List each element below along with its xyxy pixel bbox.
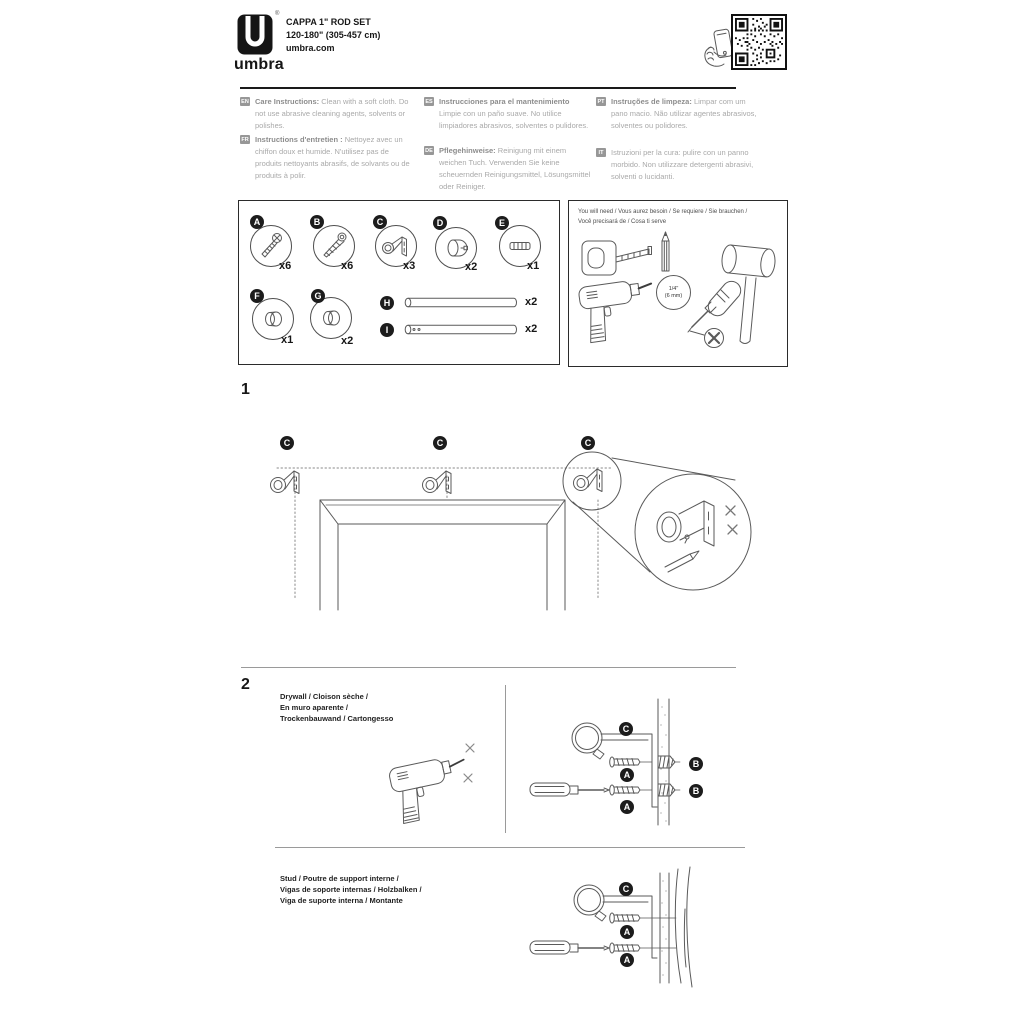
qr-code-icon (731, 14, 787, 70)
tools-box (568, 200, 788, 367)
drywall-anchor-badge-1: B (689, 757, 703, 771)
part-e-connector-icon (502, 228, 538, 264)
stud-bracket-badge: C (619, 882, 633, 896)
pencil-icon (662, 232, 669, 271)
drywall-drill-illustration (380, 720, 505, 830)
part-a-badge: A (250, 215, 264, 229)
part-b-qty: x6 (341, 260, 354, 272)
part-a-screw-icon (253, 228, 289, 264)
care-entry-es (424, 96, 596, 132)
care-label-es: Instrucciones para el mantenimiento (439, 97, 570, 106)
part-h-badge: H (380, 296, 394, 310)
drywall-stud-divider (275, 847, 745, 848)
drill-bit-size-label: 1/4" (6 mm) (656, 275, 691, 310)
lang-badge-pt: PT (597, 98, 605, 105)
product-size: 120-180" (305-457 cm) (286, 30, 381, 40)
part-g-badge: G (311, 289, 325, 303)
part-g-finial-icon (313, 300, 349, 336)
part-d-badge: D (433, 216, 447, 230)
drywall-screw-badge-2: A (620, 800, 634, 814)
part-c-badge: C (373, 215, 387, 229)
part-g-qty: x2 (341, 335, 354, 347)
care-text-it: pulire con un panno morbido. Non utilizzare detergenti abrasivi, solventi o lucidanti. (611, 148, 754, 181)
step-divider (241, 667, 736, 668)
tape-measure-icon (582, 241, 652, 275)
drywall-anchor-badge-2: B (689, 784, 703, 798)
part-c-bracket-icon (378, 228, 414, 264)
drywall-heading-line3: Trockenbauwand / Cartongesso (280, 714, 394, 723)
part-h-qty: x2 (525, 296, 538, 308)
care-label-it: Istruzioni per la cura: (611, 148, 681, 157)
part-f-qty: x1 (281, 334, 294, 346)
step1-bracket-badge-1: C (280, 436, 294, 450)
part-h-rod-icon (404, 297, 519, 308)
care-label-pt: Instruções de limpeza: (611, 97, 692, 106)
step-2-number: 2 (241, 676, 250, 693)
step1-bracket-badge-3: C (581, 436, 595, 450)
care-text-fr: Nettoyez avec un chiffon doux et humide. N'utilisez pas de produits nettoyants abrasifs, de solvants ou de produits à polir. (255, 135, 410, 180)
lang-badge-en: EN (241, 98, 249, 105)
stud-heading-line2: Vigas de soporte internas / Holzbalken / (280, 885, 422, 894)
tools-header-line2: Você precisará de / Cosa ti serve (578, 218, 667, 225)
drywall-mounting-illustration (528, 695, 788, 845)
part-i-qty: x2 (525, 323, 538, 335)
registered-mark: ® (275, 11, 280, 17)
parts-box (238, 200, 560, 365)
stud-heading-line3: Viga de suporte interna / Montante (280, 896, 403, 905)
drywall-heading-line2: En muro aparente / (280, 703, 348, 712)
umbra-logo-icon (237, 14, 273, 56)
drywall-heading-line1: Drywall / Cloison sèche / (280, 692, 368, 701)
part-e-badge: E (495, 216, 509, 230)
drill-icon (578, 278, 658, 344)
lang-badge-fr: FR (241, 136, 249, 143)
part-g-circle (310, 297, 352, 339)
care-entry-de (424, 145, 596, 193)
lang-badge-it: IT (596, 148, 606, 157)
care-entry-fr (240, 134, 412, 182)
part-i-badge: I (380, 323, 394, 337)
care-entry-it (596, 147, 768, 183)
website-url: umbra.com (286, 43, 335, 53)
care-label-en: Care Instructions: (255, 97, 320, 106)
care-entry-pt (596, 96, 768, 132)
care-text-es: Limpie con un paño suave. No utilice limpiadores abrasivos, solventes o pulidores. (439, 109, 589, 130)
stud-heading-line1: Stud / Poutre de support interne / (280, 874, 399, 883)
stud-screw-badge-2: A (620, 953, 634, 967)
part-c-qty: x3 (403, 260, 416, 272)
part-i-rod-icon (404, 324, 519, 335)
screwdriver-icon (688, 281, 741, 347)
care-entry-en (240, 96, 412, 132)
part-a-qty: x6 (279, 260, 292, 272)
care-label-fr: Instructions d'entretien : (255, 135, 343, 144)
part-f-badge: F (250, 289, 264, 303)
header-divider (240, 87, 736, 89)
lang-badge-de: DE (425, 147, 433, 154)
care-label-de: Pflegehinweise: (439, 146, 496, 155)
stud-mounting-illustration (528, 865, 788, 1020)
care-text-de: Reinigung mit einem weichen Tuch. Verwenden Sie keine scheuernden Reinigungsmittel, Lösungsmittel oder Reiniger. (439, 146, 591, 191)
drywall-bracket-badge: C (619, 722, 633, 736)
drywall-vertical-divider (505, 685, 506, 833)
step-1-number: 1 (241, 381, 250, 398)
part-b-anchor-icon (316, 228, 352, 264)
lang-badge-es: ES (425, 98, 433, 105)
umbra-wordmark: umbra (234, 56, 284, 73)
mallet-icon (721, 244, 777, 343)
part-e-qty: x1 (527, 260, 540, 272)
care-text-en: Clean with a soft cloth. Do not use abrasive cleaning agents, solvents or polishes. (255, 97, 409, 130)
stud-screw-badge-1: A (620, 925, 634, 939)
product-title: CAPPA 1" ROD SET (286, 17, 371, 27)
care-text-pt: Limpar com um pano macio. Não utilizar agentes abrasivos, solventes ou polidores. (611, 97, 757, 130)
drywall-screw-badge-1: A (620, 768, 634, 782)
step1-bracket-badge-2: C (433, 436, 447, 450)
part-d-qty: x2 (465, 261, 478, 273)
step-1-illustration (238, 420, 788, 616)
part-b-badge: B (310, 215, 324, 229)
part-f-finial-icon (255, 301, 291, 337)
tools-header-line1: You will need / Vous aurez besoin / Se requiere / Sie brauchen / (578, 209, 748, 215)
